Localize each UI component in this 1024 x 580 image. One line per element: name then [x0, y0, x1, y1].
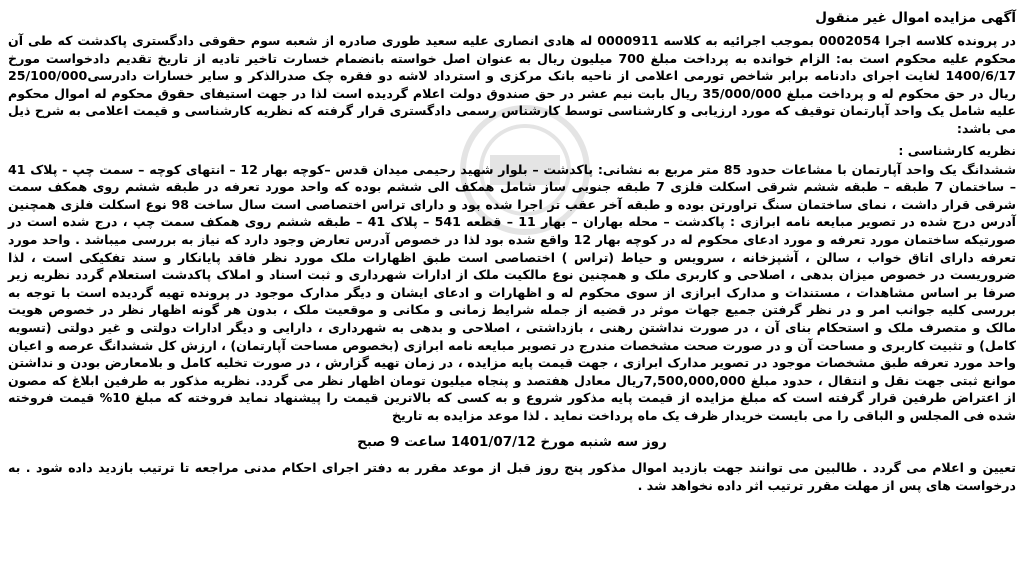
property-lead: ششدانگ یک واحد آپارتمان — [851, 161, 1016, 177]
base-price: مبلغ 7,500,000,000ریال معادل هفتصد و پنجاه میلیون تومان — [389, 372, 778, 388]
property-description: با مشاعات حدود 85 متر مربع به نشانی: پاکدشت – بلوار شهید رحیمی میدان قدس –کوچه بهار 12 – انتهای کوچه – سمت چپ - پلاک 41 – ساختمان 7 طبقه – طبقه ششم شرقی اسکلت فلزی 7 طبقه جنوبی ساز شامل همکف الی ششم بوده که واحد مورد تعرفه در طبقه ششم روی همکف سمت شرقی قرار داشت ، نمای ساختمان سنگ تراورتن بوده و طبقه آخر عقب تر اجرا شده بود و دارای تراس اختصاصی است سال ساخت 98 نوع اسکلت فلزی همچنین آدرس درج شده در تصویر مبایعه نامه ابرازی : پاکدشت – محله بهاران – بهار 11 – قطعه 541 – پلاک 41 – طبقه ششم روی همکف سمت چپ ، درج شده است در صورتیکه ساختمان مورد تعرفه و مورد ادعای محکوم له در کوچه بهار 12 واقع شده بود لذا در خصوص آدرس تعارض وجود دارد که نیاز به بررسی میباشد . واحد مورد تعرفه دارای اتاق خواب ، سالن ، آشپزخانه ، سرویس و حیاط (تراس ) اختصاصی است طبق اظهارات ملک مورد نظر فاقد پایانکار و سند تفکیکی است ، لذا ضروریست در خصوص میزان بدهی ، اصلاحی و کاربری ملک و همچنین نوع مالکیت ملک از ادارات شهرداری و ثبت اسناد و املاک پاکدشت استعلام گردد نظریه زیر صرفا بر اساس مشاهدات ، مستندات و مدارک ابرازی از سوی محکوم له و اظهارات و ادعای ایشان و دیگر مدارک موجود در پرونده تهیه گردیده است با توجه به بررسی کلیه جوانب امر و در نظر گرفتن جمیع جهات موثر در قضیه از جمله شرایط زمانی و مکانی و موقعیت ملک ، بدون هر گونه اظهار نظر در خصوص هویت مالک و متصرف ملک و استحکام بنای آن ، در صورت نداشتن رهنی ، بازداشتی ، اصلاحی و بدهی به شهرداری ، دارایی و دیگر ادارات دولتی و غیر دولتی (تسویه کامل) و تثبیت کاربری و مساحت آن و در صورت صحت مشخصات مندرج در تصویر مبایعه نامه ابرازی (بخصوص مساحت آپارتمان) ، ارزش کل ششدانگ عرصه و اعیان واحد مورد تعرفه طبق مشخصات موجود در تصویر مدارک ابرازی ، جهت قیمت پایه مزایده ، در زمان تهیه گزارش ، در صورت تخلیه کامل و بلامعارض بودن و نداشتن موانع ثبتی جهت نقل و انتقال ، حدود — [8, 161, 1017, 388]
notice-title: آگهی مزایده اموال غیر منقول — [815, 10, 1016, 26]
auction-terms: اظهار نظر می گردد. نظریه مذکور به طرفین ابلاغ که مصون از اعتراض طرفین قرار گرفته است که مبلغ مزایده از قیمت پایه مذکور شروع و به کسی که بالاترین قیمت را پیشنهاد نماید فروخته که مبلغ 10% قیمت فروخته شده فی المجلس و الباقی را می بایست خریدار ظرف یک ماه پرداخت نماید . لذا موعد مزایده به تاریخ — [8, 372, 1017, 423]
auction-date: روز سه شنبه مورخ 1401/07/12 ساعت 9 صبح — [357, 434, 667, 451]
expert-opinion-heading: نظریه کارشناسی : — [898, 142, 1016, 158]
closing-paragraph: تعیین و اعلام می گردد . طالبین می توانند جهت بازدید اموال مذکور پنج روز قبل از موعد مقرر به دفتر اجرای احکام مدنی مراجعه تا ترتیب بازدید داده شود . به درخواست های پس از مهلت مقرر ترتیب اثر داده نخواهد شد . — [8, 460, 1016, 494]
expert-opinion-paragraph — [8, 161, 1016, 425]
intro-paragraph: در پرونده کلاسه اجرا 0002054 بموجب اجرائیه به کلاسه 0000911 له هادی انصاری علیه سعید طوری صادره از شعبه سوم حقوقی دادگستری پاکدشت که طی آن محکوم علیه محکوم است به: الزام خوانده به پرداخت مبلغ 700 میلیون ریال به عنوان اصل خواسته بانضمام خسارت تاخیر تادیه از تاریخ تقدیم دادخواست مورخ 1400/6/17 لغایت اجرای دادنامه برابر شاخص تورمی اعلامی از ناحیه بانک مرکزی و استرداد لاشه دو فقره چک صدرالذکر و سایر خسارات دادرسی25/100/000 ریال در حق محکوم له و پرداخت مبلغ 35/000/000 ریال بابت نیم عشر در حق صندوق دولت اعلام گردیده است لذا در جهت استیفای حقوق محکوم له اموال محکوم علیه شامل یک واحد آپارتمان توقیف که مورد ارزیابی و کارشناسی توسط کارشناس رسمی دادگستری قرار گرفته که نظریه کارشناسی و قیمت اعلامی به شرح ذیل می باشد: — [8, 33, 1017, 136]
